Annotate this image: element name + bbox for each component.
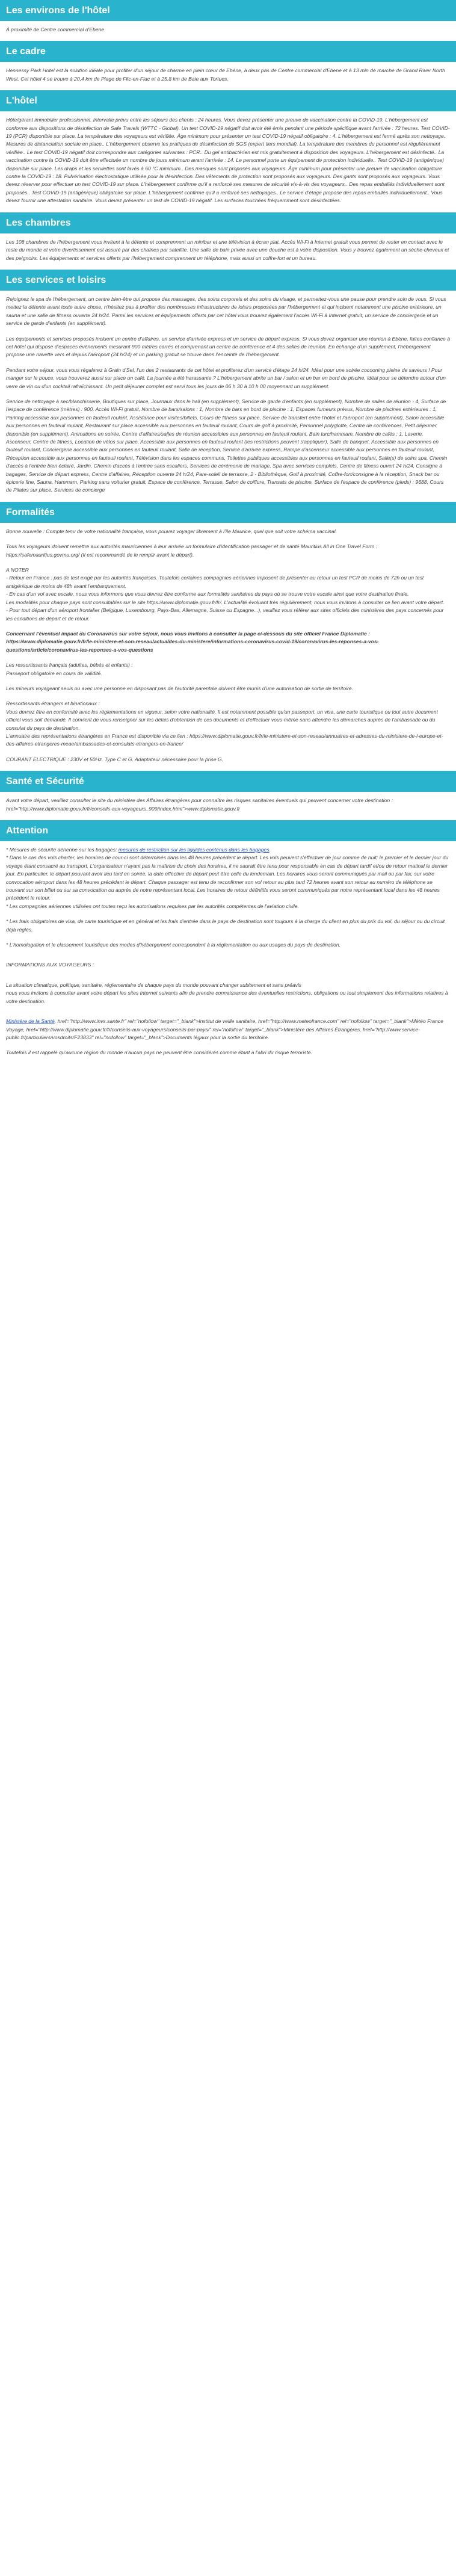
paragraph: Les ressortissants français (adultes, bébés et enfants) : Passeport obligatoire en cours de validité.	[6, 662, 133, 676]
section-title-cadre: Le cadre	[0, 41, 456, 62]
paragraph: Les mineurs voyageant seuls ou avec une personne en disposant pas de l'autorité parentale doivent être munis d'une autorisation de sortie de territoire.	[6, 685, 354, 691]
section-formalites	[0, 502, 456, 771]
paragraph-bold: Concernant l'éventuel impact du Coronavirus sur votre séjour, nous vous invitons à consulter la page ci-dessous du site officiel France Diplomatie : https://www.diplomatie.gouv.fr/fr/le-ministere-et-son-reseau/actualites-du-ministere/informations-coronavirus-covid-19/coronavirus-les-reponses-a-vos-questions/article/coronavirus-les-reponses-a-vos-questions	[6, 630, 379, 653]
paragraph: Pendant votre séjour, vous vous régalerez à Grain d'Sel, l'un des 2 restaurants de cet hôtel et profiterez d'un service d'étage 24 h/24. Idéal pour une soirée cocooning pleine de saveurs ! Pour manger sur le pouce, vous trouverez aussi sur place un café. La journée a été harassante ? L'hébergement abrite un bar / salon et un bar en bord de piscine, idéal pour se détendre autour d'un verre de vin ou d'un cocktail rafraîchissant. Un petit déjeuner complet est servi tous les jours de 06 h 30 à 10 h 00 moyennant un supplément.	[6, 366, 446, 389]
paragraph: COURANT ELECTRIQUE : 230V et 50Hz. Type C et G. Adaptateur nécessaire pour la prise G.	[6, 756, 224, 762]
paragraph: Les 108 chambres de l'hébergement vous invitent à la détente et comprennent un minibar et une télévision à écran plat. Accès Wi-Fi à Internet gratuit vous permet de rester en contact avec le reste du monde et votre divertissement est assuré par des chaînes par satellite. Une salle de bain privée avec une douche est à votre disposition. Vous y trouvez également un sèche-cheveux et des peignoirs. Les équipements et services offerts par l'hébergement comprennent un téléphone, mais aussi un coffre-fort et un bureau.	[6, 238, 449, 261]
paragraph: Hennessy Park Hotel est la solution idéale pour profiter d'un séjour de charme en plein cœur de Ebène, à deux pas de Centre commercial d'Ebene et à 13 min de marche de Grand River North West. Cet hôtel 4 se trouve à 20,4 km de Plage de Flic-en-Flac et à 25,8 km de Baie aux Tortues.	[6, 67, 445, 82]
section-services	[0, 270, 456, 502]
section-chambres	[0, 212, 456, 270]
section-title-sante: Santé et Sécurité	[0, 771, 456, 792]
section-body-attention	[0, 841, 456, 1064]
paragraph: A NOTER - Retour en France : pas de test exigé par les autorités françaises. Toutefois certaines compagnies aériennes imposent de présenter au retour un test PCR de moins de 72h ou un test antigénique de moins de 48h avant l'embarquement. - En cas d'un vol avec escale, nous vous informons que vous devrez être conforme aux formalités sanitaires du pays où se trouve votre escale ainsi que votre destination finale. Les modalités pour chaque pays sont consultables sur le site https://www.diplomatie.gouv.fr/fr/. L'actualité évoluant très régulièrement, nous vous invitons à consulter ce lien avant votre départ. - Pour tout départ d'un aéroport frontalier (Belgique, Luxembourg, Pays-Bas, Allemagne, Suisse ou Espagne...), veuillez vous référer aux sites officiels des ministères des pays concernés pour les conditions de départ et de retour.	[6, 567, 445, 622]
paragraph: À proximité de Centre commercial d'Ebene	[6, 26, 105, 32]
section-cadre	[0, 41, 456, 90]
section-title-environs: Les environs de l'hôtel	[0, 0, 456, 21]
section-body-environs	[0, 21, 456, 41]
section-body-services	[0, 291, 456, 502]
section-attention	[0, 820, 456, 1064]
text: , href="http://www.invs.sante.fr" rel="nofollow" target="_blank">Institut de veille sanitaire, href="http://www.meteofrance.com" rel="nofollow" target="_blank">Météo France Voyage, href="http://www.diplomatie.gouv.fr/fr/conseils-aux-voyageurs/conseils-par-pays/" rel="nofollow" target="_blank">Ministère des Affaires Étrangères, href="http://www.service-public.fr/particuliers/vosdroits/F23833" rel="nofollow" target="_blank">Documents légaux pour la sortie du territoire.	[6, 1018, 443, 1040]
section-title-hotel: L'hôtel	[0, 90, 456, 111]
page	[0, 0, 456, 1064]
section-body-chambres	[0, 233, 456, 270]
text: . * Dans le cas des vols charter, les horaires de cour-ci sont déterminés dans les 48 heures précédent le départ. Les vols peuvent s'effectuer de jour comme de nuit; le premier et le dernier jour du voyage étant consacré au transport. L'organisateur n'ayant pas la maîtrise du choix des horaires, il ne saurait être tenu pour responsable en cas de départ tardif et/ou de retour matinal le dernier jour. En particulier, le départ pouvant avoir lieu tard en soirée, la date effective de départ peut être celle du lendemain. Les horaires vous seront communiqués par mail ou par fax, sur votre convocation aéroport dans les 48 heures précédant le départ. Chaque passager est tenu de reconfirmer son vol retour au plus tard 72 heures avant son retour au numéro de téléphone se trouvant sur son billet ou sur sa convocation ou auprès de notre représentant local. Les horaires de retour définitifs vous seront communiqués par notre représentant local dans les 48 heures précédent le retour. * Les compagnies aériennes utilisées ont toutes reçu les autorisations requises par les autorités compétentes de l'aviation civile.	[6, 847, 449, 909]
paragraph: * Les frais obligatoires de visa, de carte touristique et en général et les frais d'entrée dans le pays de destination sont toujours à la charge du client en plus du prix du vol, du séjour ou du circuit déjà réglés.	[6, 918, 445, 933]
paragraph: Ressortissants étrangers et binationaux : Vous devrez être en conformité avec les réglementations en vigueur, selon votre nationalité. Il est notamment possible qu'un passeport, un visa, une carte touristique ou tout autre document officiel vous soit demandé. Il convient de vous renseigner sur les délais d'obtention de ces documents et d'effectuer vous-même sans attendre les démarches auprès de l'ambassade ou du consulat du pays de destination. L'annuaire des représentations étrangères en France est disponible via ce lien : https://www.diplomatie.gouv.fr/fr/le-ministere-et-son-reseau/annuaires-et-adresses-du-ministere-de-l-europe-et-des-affaires-etrangeres-meae/ambassades-et-consulats-etrangers-en-france/	[6, 700, 443, 747]
section-title-attention: Attention	[0, 820, 456, 841]
paragraph: * L'homologation et le classement touristique des modes d'hébergement correspondent à la réglementation ou aux usages du pays de destination.	[6, 942, 341, 948]
section-sante	[0, 771, 456, 820]
paragraph: INFORMATIONS AUX VOYAGEURS :	[6, 962, 94, 968]
section-hotel	[0, 90, 456, 212]
section-body-formalites	[0, 523, 456, 771]
paragraph: Toutefois il est rappelé qu'aucune région du monde n'aucun pays ne peuvent être considérés comme étant à l'abri du risque terroriste.	[6, 1049, 313, 1056]
section-body-hotel	[0, 111, 456, 212]
paragraph: Service de nettoyage à sec/blanchisserie, Boutiques sur place, Journaux dans le hall (en supplément), Service de garde d'enfants (en supplément), Nombre de salles de réunion - 4, Surface de l'espace de conférence (mètres) : 900, Accès Wi-Fi gratuit, Nombre de bars/salons : 1, Nombre de bars en bord de piscine : 1, Espaces fumeurs prévus, Nombre de piscines extérieures : 1, Parking accessible aux personnes en fauteuil roulant, Assistance pour visites/billets, Cours de fitness sur place, Service de transfert entre l'hôtel et l'aéroport (en supplément), Salon accessible aux personnes en fauteuil roulant, Restaurant sur place accessible aux personnes en fauteuil roulant, Cours de golf à proximité, Personnel polyglotte, Centre de conférences, Petit déjeuner disponible (en supplément), Animations en soirée, Centre d'affaires/salles de réunion accessibles aux personnes en fauteuil roulant, Bain turc/hammam, Nombre de cafés : 1, Laverie, Ascenseur, Centre de fitness, Location de vélos sur place, Accessible aux personnes en fauteuil roulant (les restrictions peuvent s'appliquer), Salle de banquet, Accessible aux personnes en fauteuil roulant, Conciergerie accessible aux personnes en fauteuil roulant, Salle de réception, Service d'arrivée express, Rampe d'ascenseur accessible aux personnes en fauteuil roulant, Réception accessible aux personnes en fauteuil roulant, Télévision dans les espaces communs, Toilettes publiques accessibles aux personnes en fauteuil roulant, Salle(s) de soins spa, Chemin d'accès à l'entrée bien éclairé, Jardin, Chemin d'accès à l'entrée sans escaliers, Services de cérémonie de mariage, Spa avec services complets, Centre de fitness ouvert 24 h/24, Consigne à bagages, Service de départ express, Centre d'affaires, Réception ouverte 24 h/24, Pare-soleil de terrasse, 2 - Bibliothèque, Golf à proximité, Coffre-fort/consigne à la réception, Snack bar ou épicerie fine, Sauna, Hammam, Parking sans voiturier gratuit, Espace de conférence, Terrasse, Salon de coiffure, Transats de piscine, Surface de l'espace de conférence (pieds) : 9688, Cours de Pilates sur place, Services de concierge	[6, 398, 448, 493]
paragraph: Avant votre départ, veuillez consulter le site du ministère des Affaires étrangères pour connaître les risques sanitaires éventuels qui peuvent concerner votre destination : href="http://www.diplomatie.gouv.fr/fr/conseils-aux-voyageurs_909/index.html">www.diplomatie.gouv.fr	[6, 797, 393, 812]
section-environs	[0, 0, 456, 41]
paragraph: Tous les voyageurs doivent remettre aux autorités mauriciennes à leur arrivée un formulaire d'identification passager et de santé Mauritius All in One Travel Form : https://safemauritius.govmu.org/ (Il est recommandé de le remplir avant le départ).	[6, 543, 378, 558]
section-title-chambres: Les chambres	[0, 212, 456, 233]
section-title-services: Les services et loisirs	[0, 270, 456, 291]
paragraph	[6, 1018, 450, 1042]
paragraph: Rejoignez le spa de l'hébergement, un centre bien-être qui propose des massages, des soins corporels et des soins du visage, et permettez-vous une pause pour prendre soin de vous. Si vous mettez la détente avant toute autre chose, n'hésitez pas à profiter des nombreuses infrastructures de loisirs proposées par l'hébergement et qui incluent notamment une piscine extérieure, un sauna et une salle de fitness ouverte 24 h/24. Parmi les services et équipements offerts par cet hôtel vous trouvez également l'accès Wi-Fi à Internet gratuit, un service de conciergerie et un service de garde d'enfants (en supplément).	[6, 295, 446, 327]
paragraph	[6, 846, 450, 910]
section-body-cadre	[0, 62, 456, 90]
paragraph: Hôte/gérant immobilier professionnel. Intervalle prévu entre les séjours des clients : 24 heures. Vous devez présenter une preuve de vaccination contre la COVID-19. L'hébergement est conforme aux dispositions de désinfection de Safe Travels (WTTC - Global). Un test COVID-19 négatif doit avoir été émis pendant une période spécifique avant l'arrivée : 72 heures. Test COVID-19 (PCR) disponible sur place. La température des voyageurs est vérifiée. Âge minimum pour présenter un test COVID-19 négatif obligatoire : 4. L'hébergement est fermé après son nettoyage. Mesures de distanciation sociale en place.. L'hébergement observe les pratiques de désinfection de SGS (expert tiers mondial). La température des membres du personnel est régulièrement vérifiée.. Le test COVID-19 négatif doit correspondre aux catégories suivantes : PCR.. Du gel antibactérien est mis gratuitement à disposition des voyageurs. L'hébergement est désinfecté.. La vaccination contre la COVID-19 doit être effectuée un nombre de jours minimum avant l'arrivée : 14. Le personnel porte un équipement de protection individuelle.. Test COVID-19 (antigénique) disponible sur place. Les draps et les serviettes sont lavés à 60 °C minimum.. Des masques sont proposés aux voyageurs. Âge minimum pour présenter une preuve de vaccination obligatoire contre la COVID-19 : 18. Pulvérisation électrostatique utilisée pour la désinfection. Des vêtements de protection sont proposés aux voyageurs. Des gants sont proposés aux voyageurs. Vous devez réserver pour effectuer un test COVID-19 sur place. L'hébergement confirme qu'il a renforcé ses mesures de sécurité vis-à-vis des voyageurs.. Des repas emballés individuellement sont proposés.. Test COVID-19 (antigénique) obligatoire sur place. L'hébergement confirme qu'il a renforcé ses nettoyages.. Le service d'étage propose des repas emballés individuellement.. Vous devez fournir une attestation sanitaire. Vous devez présenter un test de COVID-19 négatif. Les surfaces touchées fréquemment sont désinfectées.	[6, 117, 450, 204]
section-title-formalites: Formalités	[0, 502, 456, 523]
ministry-health-link[interactable]: Ministère de la Santé	[6, 1018, 55, 1025]
text: * Mesures de sécurité aérienne sur les bagages:	[6, 847, 119, 853]
section-body-sante	[0, 792, 456, 820]
liquids-restriction-link[interactable]: mesures de restriction sur les liquides contenus dans les bagages	[118, 847, 270, 853]
paragraph: Bonne nouvelle : Compte tenu de votre nationalité française, vous pouvez voyager librement à l'île Maurice, quel que soit votre schéma vaccinal.	[6, 528, 337, 534]
paragraph: La situation climatique, politique, sanitaire, réglementaire de chaque pays du monde pouvant changer subitement et sans préavis nous vous invitons à consulter avant votre départ les sites Internet suivants afin de prendre connaissance des éventuelles restrictions, obligations ou tout simplement des informations relatives à votre destination.	[6, 981, 448, 1004]
paragraph: Les équipements et services proposés incluent un centre d'affaires, un service d'arrivée express et un service de départ express. Si vous devez organiser une réunion à Ebène, faites confiance à cet hôtel qui dispose d'espaces événements mesurant 900 mètres carrés et comprenant un centre de conférence et 4 des salles de réunion. En échange d'un supplément, l'hébergement propose une navette vers et depuis l'aéroport (24 h/24) et un parking gratuit se trouve dans l'enceinte de l'hébergement.	[6, 335, 450, 358]
